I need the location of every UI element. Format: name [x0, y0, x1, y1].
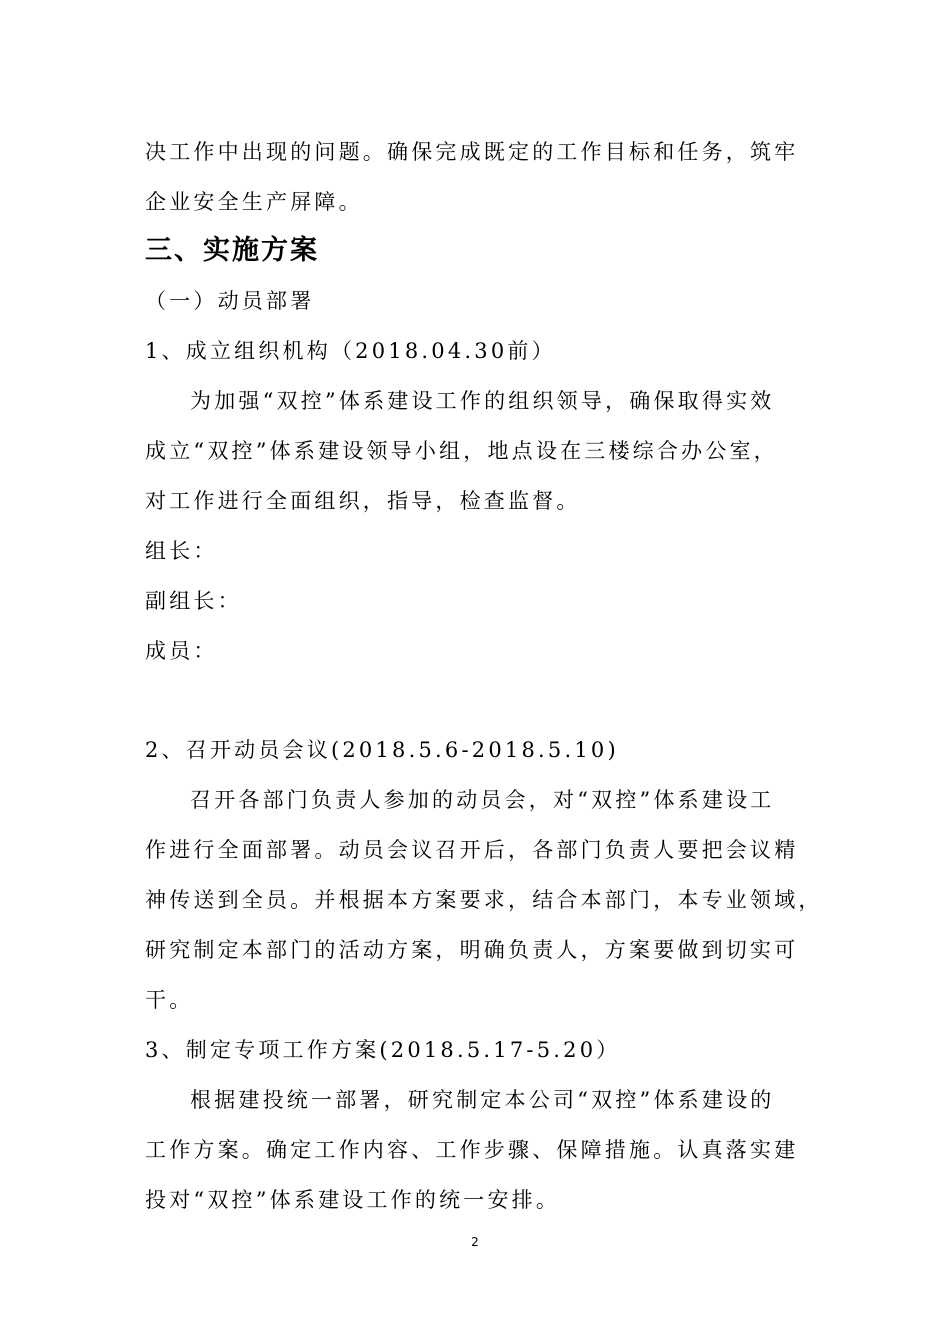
section-heading: 三、实施方案: [145, 235, 319, 266]
paragraph-line: 研究制定本部门的活动方案，明确负责人，方案要做到切实可: [145, 938, 799, 962]
paragraph-line: 召开各部门负责人参加的动员会，对“双控”体系建设工: [190, 788, 775, 812]
paragraph-line: 神传送到全员。并根据本方案要求，结合本部门，本专业领域，: [145, 888, 823, 912]
paragraph-line: 对工作进行全面组织，指导，检查监督。: [145, 489, 581, 513]
members-label: 成员：: [145, 639, 218, 663]
item-heading: 2、召开动员会议(2018.5.6-2018.5.10): [145, 738, 619, 762]
paragraph-line: 干。: [145, 988, 194, 1012]
paragraph-line: 根据建投统一部署，研究制定本公司“双控”体系建设的: [190, 1088, 775, 1112]
item-heading: 1、成立组织机构（2018.04.30前）: [145, 339, 556, 363]
paragraph-line: 工作方案。确定工作内容、工作步骤、保障措施。认真落实建: [145, 1138, 799, 1162]
paragraph-line: 为加强“双控”体系建设工作的组织领导，确保取得实效: [190, 389, 775, 413]
item-heading: 3、制定专项工作方案(2018.5.17-5.20）: [145, 1038, 621, 1062]
paragraph-line: 企业安全生产屏障。: [145, 190, 363, 214]
page-number: 2: [471, 1235, 479, 1249]
paragraph-line: 投对“双控”体系建设工作的统一安排。: [145, 1188, 561, 1212]
deputy-leader-label: 副组长：: [145, 589, 242, 613]
paragraph-line: 作进行全面部署。动员会议召开后，各部门负责人要把会议精: [145, 838, 799, 862]
subsection-heading: （一）动员部署: [145, 289, 315, 313]
paragraph-line: 成立“双控”体系建设领导小组，地点设在三楼综合办公室，: [145, 439, 778, 463]
leader-label: 组长：: [145, 539, 218, 563]
paragraph-line: 决工作中出现的问题。确保完成既定的工作目标和任务，筑牢: [145, 140, 799, 164]
